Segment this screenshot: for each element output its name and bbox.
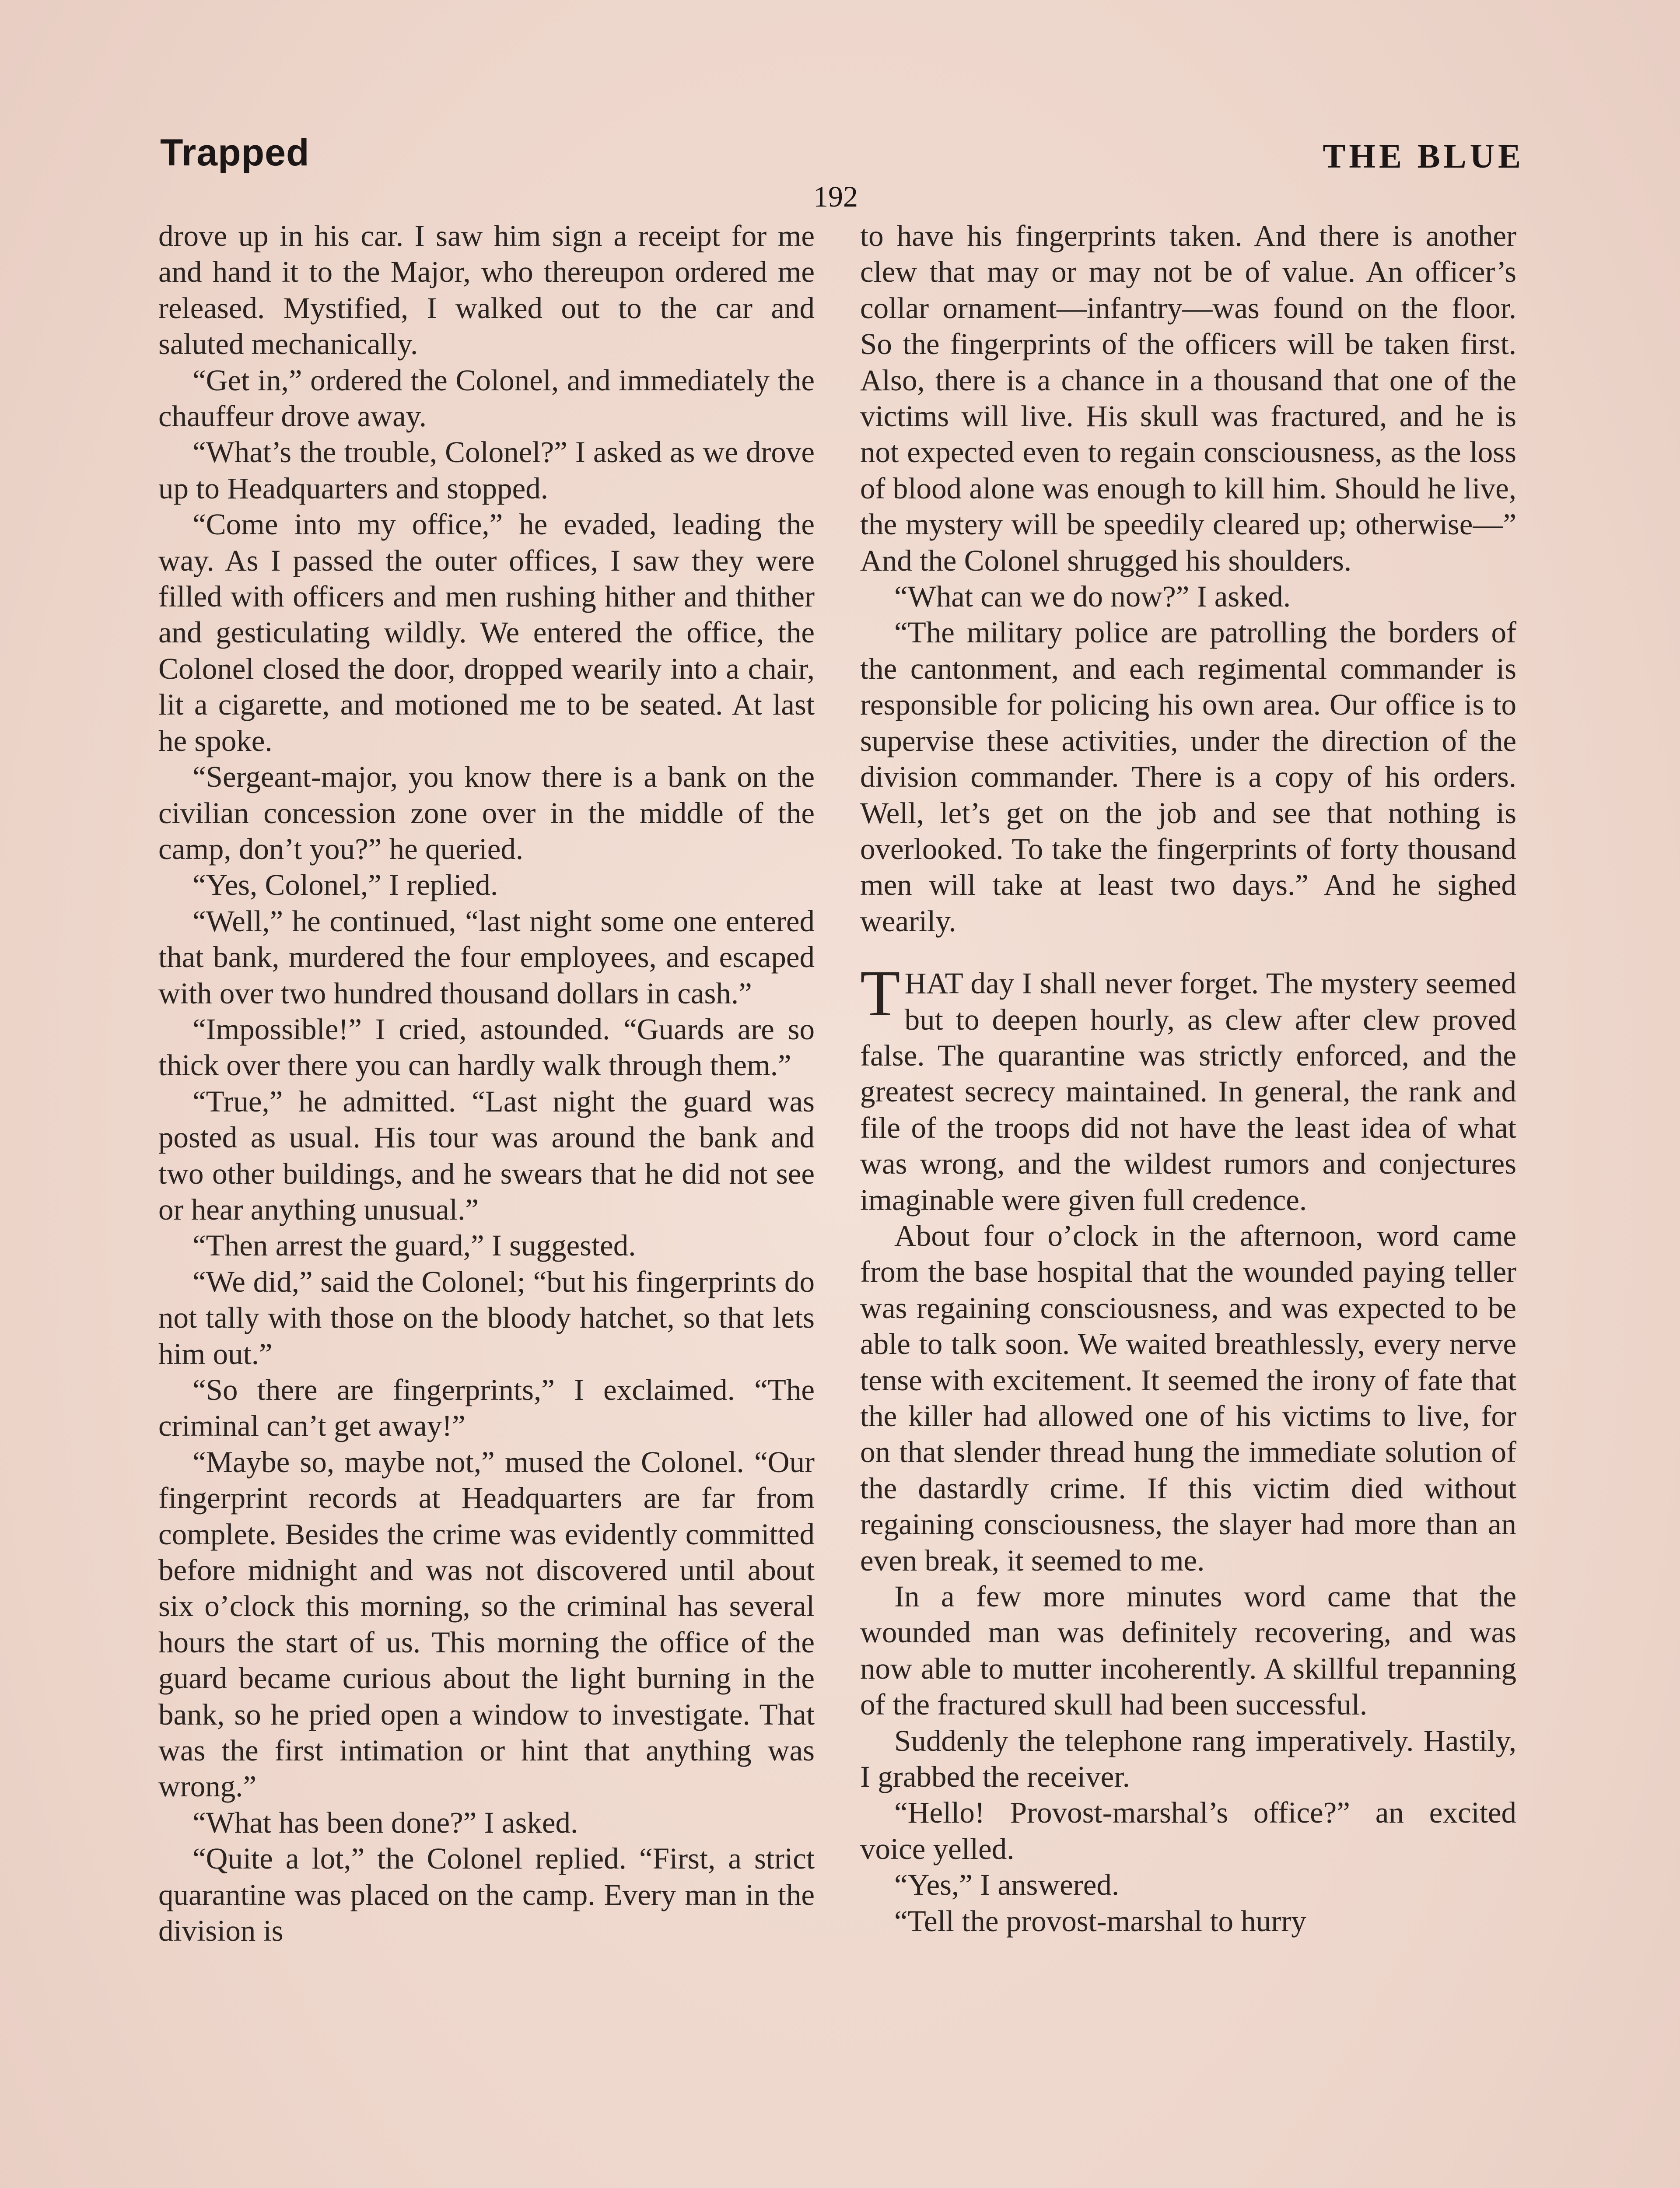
- paragraph: “Then arrest the guard,” I suggested.: [192, 1229, 636, 1262]
- paragraph: “Impossible!” I cried, astounded. “Guards are so thick over there you can hardly walk through them.”: [158, 1012, 815, 1082]
- paragraph: Suddenly the telephone rang imperatively. Hastily, I grabbed the receiver.: [860, 1724, 1516, 1794]
- paragraph: “Quite a lot,” the Colonel replied. “First, a strict quarantine was placed on the camp. Every man in the division is: [158, 1842, 815, 1948]
- paragraph: “Hello! Provost-marshal’s office?” an excited voice yelled.: [860, 1796, 1516, 1865]
- paragraph: “The military police are patrolling the borders of the cantonment, and each regimental commander is responsible for policing his own area. Our office is to supervise these activities, under the direction of the division commander. There is a copy of his orders. Well, let’s get on the job and see that nothing is overlooked. To take the fingerprints of forty thousand men will take at least two days.” And he sighed wearily.: [860, 616, 1516, 938]
- paragraph: “Well,” he continued, “last night some one entered that bank, murdered the four employees, and escaped with over two hundred thousand dollars in cash.”: [158, 904, 815, 1010]
- paragraph: “What has been done?” I asked.: [192, 1806, 578, 1839]
- paragraph: “What’s the trouble, Colonel?” I asked as we drove up to Headquarters and stopped.: [158, 435, 815, 505]
- section-opening-paragraph: [860, 957, 1516, 1218]
- paragraph: “So there are fingerprints,” I exclaimed. “The criminal can’t get away!”: [158, 1373, 815, 1443]
- story-title: Trapped: [160, 132, 310, 174]
- right-column: [860, 218, 1516, 1939]
- paragraph: “Come into my office,” he evaded, leading the way. As I passed the outer offices, I saw they were filled with officers and men rushing hither and thither and gesticulating wildly. We entered the office, the Colonel closed the door, dropped wearily into a chair, lit a cigarette, and motioned me to be seated. At last he spoke.: [158, 508, 815, 757]
- paragraph: to have his fingerprints taken. And there is another clew that may or may not be of value. An officer’s collar ornament—infantry—was found on the floor. So the fingerprints of the officers will be taken first. Also, there is a chance in a thousand that one of the victims will live. His skull was fractured, and he is not expected even to regain consciousness, as the loss of blood alone was enough to kill him. Should he live, the mystery will be speedily cleared up; otherwise—” And the Colonel shrugged his shoulders.: [860, 219, 1516, 577]
- paragraph: “What can we do now?” I asked.: [894, 580, 1291, 614]
- paragraph: About four o’clock in the afternoon, word came from the base hospital that the wounded paying teller was regaining consciousness, and was expected to be able to talk soon. We waited breathlessly, every nerve tense with excitement. It seemed the irony of fate that the killer had allowed one of his victims to live, for on that slender thread hung the immediate solution of the dastardly crime. If this victim died without regaining consciousness, the slayer had more than an even break, it seemed to me.: [860, 1219, 1516, 1577]
- paragraph: “Tell the provost-marshal to hurry: [894, 1904, 1306, 1938]
- magazine-title: THE BLUE: [1323, 137, 1524, 175]
- paragraph: “We did,” said the Colonel; “but his fingerprints do not tally with those on the bloody hatchet, so that lets him out.”: [158, 1265, 815, 1371]
- paragraph: In a few more minutes word came that the wounded man was definitely recovering, and was now able to mutter incoherently. A skillful trepanning of the fractured skull had been successful.: [860, 1580, 1516, 1722]
- page-number: 192: [813, 180, 858, 213]
- drop-cap: T: [860, 957, 900, 1030]
- paragraph: “Sergeant-major, you know there is a bank on the civilian concession zone over in the middle of the camp, don’t you?” he queried.: [158, 760, 815, 866]
- paragraph: drove up in his car. I saw him sign a receipt for me and hand it to the Major, who thereupon ordered me released. Mystified, I walked out to the car and saluted mechanically.: [158, 219, 815, 361]
- paragraph: “Maybe so, maybe not,” mused the Colonel. “Our fingerprint records at Headquarters are far from complete. Besides the crime was evidently committed before midnight and was not discovered until about six o’clock this morning, so the criminal has several hours the start of us. This morning the office of the guard became curious about the light burning in the bank, so he pried open a window to investigate. That was the first intimation or hint that anything was wrong.”: [158, 1445, 815, 1803]
- paragraph: “Yes, Colonel,” I replied.: [192, 868, 498, 902]
- paragraph: “Get in,” ordered the Colonel, and immediately the chauffeur drove away.: [158, 363, 815, 433]
- paragraph: “True,” he admitted. “Last night the guard was posted as usual. His tour was around the bank and two other buildings, and he swears that he did not see or hear anything unusual.”: [158, 1084, 815, 1226]
- section-opening-text: HAT day I shall never forget. The mystery seemed but to deepen hourly, as clew after clew proved false. The quarantine was strictly enforced, and the greatest secrecy maintained. In general, the rank and file of the troops did not have the least idea of what was wrong, and the wildest rumors and conjectures imaginable were given full credence.: [860, 967, 1516, 1217]
- left-column: [158, 218, 815, 1949]
- paragraph: “Yes,” I answered.: [894, 1868, 1120, 1902]
